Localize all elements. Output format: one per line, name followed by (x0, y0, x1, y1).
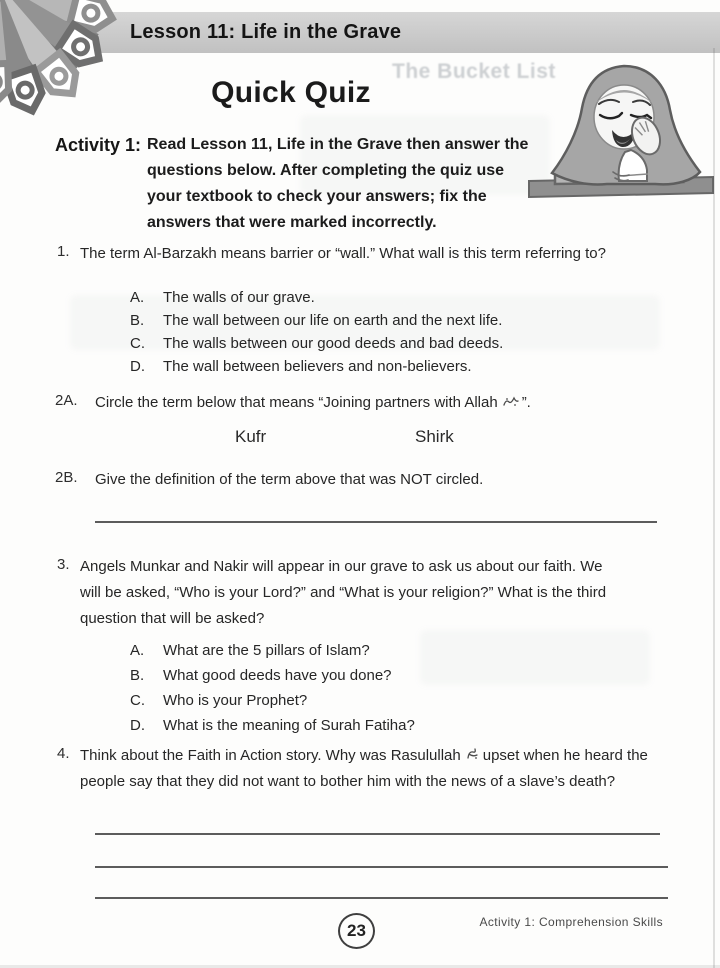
question-2a-text-after: ”. (521, 394, 531, 411)
question-4-number: 4. (57, 745, 70, 762)
question-3-options (130, 638, 415, 738)
option-text: The wall between our life on earth and the next life. (163, 312, 503, 329)
page-number-badge (338, 913, 375, 949)
answer-line (95, 866, 668, 868)
question-4-text (80, 743, 668, 795)
activity-text: Read Lesson 11, Life in the Grave then answer the questions below. After completing the quiz use your textbook to check your answers; fix the answers that were marked incorrectly. (147, 136, 529, 231)
answer-line (95, 897, 668, 899)
option-text: Who is your Prophet? (163, 692, 308, 709)
girl-in-hijab-illustration (527, 60, 717, 202)
page-title: Quick Quiz (211, 76, 371, 109)
option-text: The walls of our grave. (163, 289, 315, 306)
question-2a-text-before: Circle the term below that means “Joining partners with Allah (95, 394, 498, 411)
option-text: What good deeds have you done? (163, 667, 392, 684)
term-kufr: Kufr (235, 427, 267, 446)
bleed-through-title: The Bucket List (392, 60, 556, 83)
option-letter: D. (130, 717, 145, 734)
option-text: The wall between believers and non-believers. (163, 358, 472, 375)
option-letter: B. (130, 312, 145, 329)
question-1-text: The term Al-Barzakh means barrier or “wall.” What wall is this term referring to? (80, 245, 606, 262)
option-text: The walls between our good deeds and bad deeds. (163, 335, 504, 352)
lesson-title: Lesson 11: Life in the Grave (130, 21, 402, 43)
option-letter: C. (130, 335, 145, 352)
allah-swt-calligraphy-icon (502, 395, 519, 409)
question-1-options (130, 286, 503, 378)
rasulullah-saw-calligraphy-icon (465, 747, 480, 762)
page-edge-shadow (713, 48, 715, 968)
answer-line (95, 833, 660, 835)
option-text: What is the meaning of Surah Fatiha? (163, 717, 415, 734)
option-letter: A. (130, 289, 145, 306)
bleed-through-smudge (420, 630, 650, 685)
page-number: 23 (347, 921, 366, 940)
option-letter: A. (130, 642, 145, 659)
answer-line (95, 521, 657, 523)
option-letter: B. (130, 667, 145, 684)
question-3-number: 3. (57, 556, 70, 573)
question-2a-number: 2A. (55, 392, 78, 409)
option-text: What are the 5 pillars of Islam? (163, 642, 370, 659)
activity-instructions-block (55, 132, 535, 236)
question-1-number: 1. (57, 243, 70, 260)
option-letter: D. (130, 358, 145, 375)
option-letter: C. (130, 692, 145, 709)
question-2b-text: Give the definition of the term above that was NOT circled. (95, 471, 484, 488)
activity-label: Activity 1: (55, 135, 142, 155)
question-3-text: Angels Munkar and Nakir will appear in our grave to ask us about our faith. We will be asked, “Who is your Lord?” and “What is your religion?” What is the third question that will be asked? (80, 558, 607, 627)
question-4-text-after: upset when he heard the people say that they did not want to bother him with the news of a slave’s death? (80, 747, 648, 790)
footer-section-label: Activity 1: Comprehension Skills (479, 915, 663, 929)
question-2a-text (95, 390, 531, 416)
question-4-text-before: Think about the Faith in Action story. Why was Rasulullah (80, 747, 461, 764)
term-shirk: Shirk (415, 427, 454, 446)
question-2b-number: 2B. (55, 469, 78, 486)
